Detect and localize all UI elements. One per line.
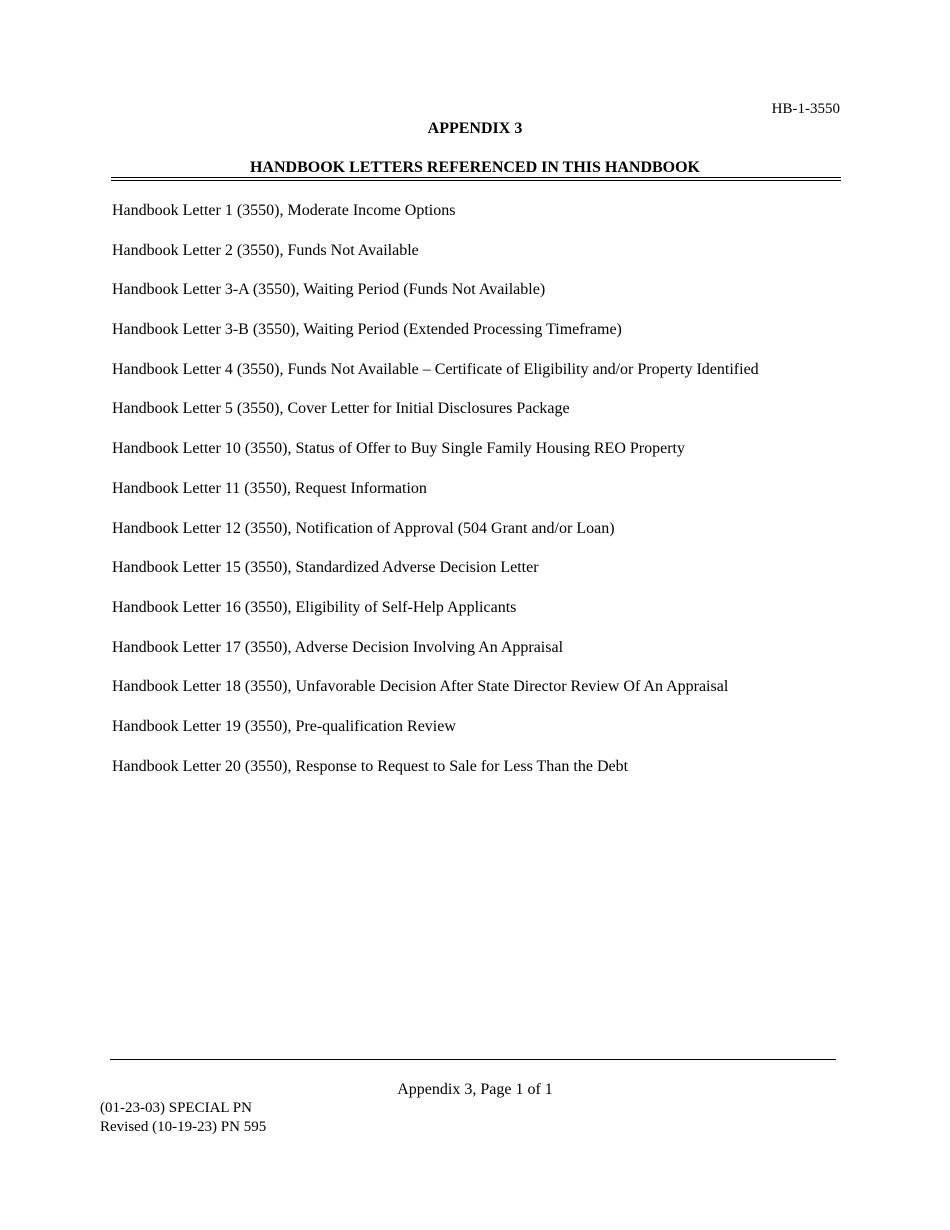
- list-item-letter-3b: Handbook Letter 3-B (3550), Waiting Period (Extended Processing Timeframe): [112, 321, 622, 339]
- document-id: HB-1-3550: [771, 101, 840, 117]
- list-item-letter-20: Handbook Letter 20 (3550), Response to Request to Sale for Less Than the Debt: [112, 757, 629, 775]
- list-item-letter-19: Handbook Letter 19 (3550), Pre-qualification Review: [112, 717, 456, 735]
- list-item-letter-1: Handbook Letter 1 (3550), Moderate Income Options: [112, 202, 456, 219]
- page-number: Appendix 3, Page 1 of 1: [397, 1081, 553, 1098]
- list-item-letter-15: Handbook Letter 15 (3550), Standardized Adverse Decision Letter: [112, 559, 539, 577]
- revision-line-1: (01-23-03) SPECIAL PN: [100, 1100, 252, 1116]
- footer-rule: [110, 1059, 836, 1060]
- list-item-letter-3a: Handbook Letter 3-A (3550), Waiting Period (Funds Not Available): [112, 281, 546, 299]
- list-item-letter-12: Handbook Letter 12 (3550), Notification of Approval (504 Grant and/or Loan): [112, 519, 615, 537]
- list-item-letter-4: Handbook Letter 4 (3550), Funds Not Available – Certificate of Eligibility and/or Property Identified: [112, 360, 759, 378]
- list-item-letter-18: Handbook Letter 18 (3550), Unfavorable Decision After State Director Review Of An Appraisal: [112, 678, 729, 696]
- list-item-letter-2: Handbook Letter 2 (3550), Funds Not Available: [112, 241, 419, 259]
- handbook-letter-list: [112, 201, 842, 796]
- section-title: HANDBOOK LETTERS REFERENCED IN THIS HANDBOOK: [249, 159, 700, 176]
- title-double-rule: [111, 177, 841, 181]
- list-item-letter-10: Handbook Letter 10 (3550), Status of Offer to Buy Single Family Housing REO Property: [112, 440, 685, 458]
- list-item-letter-5: Handbook Letter 5 (3550), Cover Letter for Initial Disclosures Package: [112, 400, 570, 418]
- revision-line-2: Revised (10-19-23) PN 595: [100, 1119, 267, 1135]
- list-item-letter-16: Handbook Letter 16 (3550), Eligibility of Self-Help Applicants: [112, 598, 517, 616]
- list-item-letter-11: Handbook Letter 11 (3550), Request Information: [112, 479, 427, 497]
- appendix-title: APPENDIX 3: [427, 120, 523, 137]
- list-item-letter-17: Handbook Letter 17 (3550), Adverse Decision Involving An Appraisal: [112, 638, 564, 656]
